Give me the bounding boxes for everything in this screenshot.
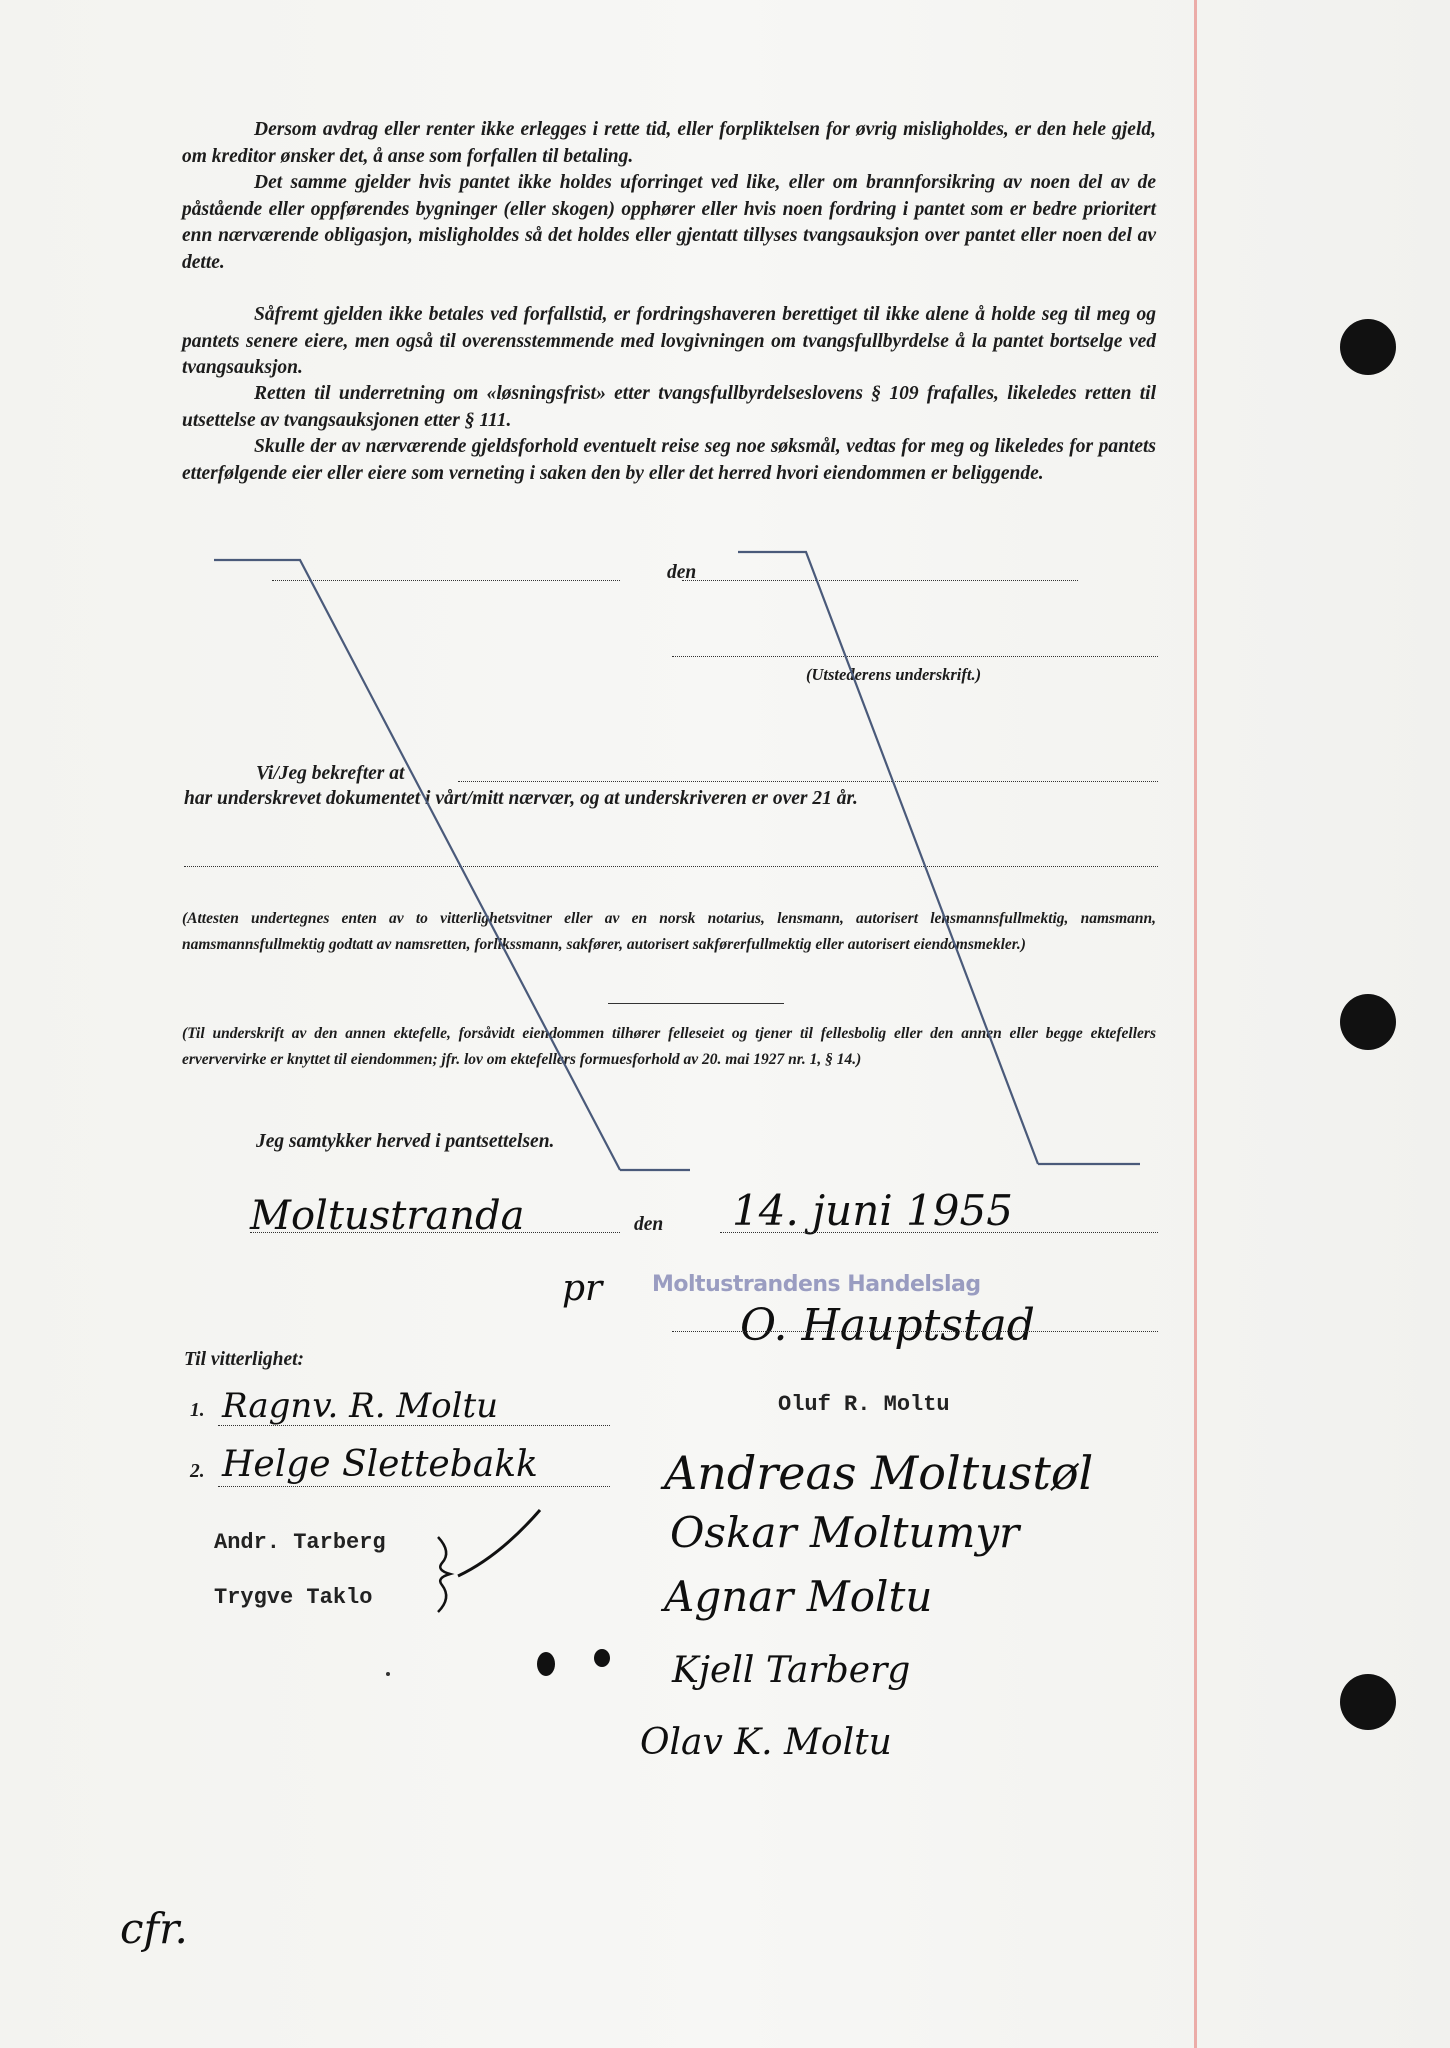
hand-signer-4: Kjell Tarberg xyxy=(672,1650,911,1691)
brace-mark xyxy=(438,1537,450,1612)
den-label-2: den xyxy=(634,1214,664,1235)
terms-paragraph-maturity: Såfremt gjelden ikke betales ved forfallstid, er fordringshaveren berettiget til ikke alene å holde seg til meg og pantets senere eiere, men også til overensstemmende med lovgivningen om tvangsfullbyrdelse å la pantet bortselge ved tvangsauksjon. xyxy=(182,304,1156,378)
terms-paragraph-default: Dersom avdrag eller renter ikke erlegges i rette tid, eller forpliktelsen for øvrig misligholdes, er den hele gjeld, om kreditor ønsker det, å anse som forfallen til betaling. xyxy=(182,119,1156,167)
witness-heading: Til vitterlighet: xyxy=(184,1349,305,1370)
den-label-1: den xyxy=(667,562,697,583)
cancel-stroke-left xyxy=(214,560,620,1170)
witness-confirm-text: har underskrevet dokumentet i vårt/mitt nærvær, og at underskriveren er over 21 år. xyxy=(184,788,858,809)
company-signature: O. Hauptstad xyxy=(740,1300,1035,1351)
witness-signature-2: Helge Slettebakk xyxy=(222,1444,538,1485)
attest-note: (Attesten undertegnes enten av to vitterlighetsvitner eller av en norsk notarius, lensmann, autorisert lensmannsfullmektig, namsmann, namsmannsfullmektig godtatt av namsretten, forlikssmann, sakfører, autorisert sakførerfullmektig eller autorisert eiendomsmekler.) xyxy=(182,910,1156,953)
ink-blot-2 xyxy=(594,1649,610,1667)
margin-note: cfr. xyxy=(120,1904,188,1953)
witness-number-1: 1. xyxy=(190,1400,205,1421)
ink-speck xyxy=(386,1672,390,1676)
spouse-note: (Til underskrift av den annen ektefelle, forsåvidt eiendommen tilhører felleseiet og tjener til fellesbolig eller den annen eller begge ektefellers erververvirke er knyttet til eiendommen; jfr. lov om ektefellers formuesforhold av 20. mai 1927 nr. 1, § 14.) xyxy=(182,1025,1156,1068)
terms-paragraph-venue: Skulle der av nærværende gjeldsforhold eventuelt reise seg noe søksmål, vedtas for meg og likeledes for pantets etterfølgende eier eller eiere som verneting i saken den by eller det herred hvori eiendommen er beliggende. xyxy=(182,436,1156,484)
handwritten-place: Moltustranda xyxy=(250,1193,525,1239)
cancel-stroke-right xyxy=(738,552,1038,1164)
cancellation-strokes xyxy=(214,552,1140,1170)
witness-confirm-label: Vi/Jeg bekrefter at xyxy=(256,763,405,784)
typed-signer-main: Oluf R. Moltu xyxy=(778,1392,950,1417)
terms-paragraph-insurance: Det samme gjelder hvis pantet ikke holdes uforringet ved like, eller om brannforsikring av noen del av de påstående eller oppførendes bygninger (eller skogen) opphører eller hvis noen fordring i pantet som er bedre prioritert enn nærværende obligasjon, misligholdes så det holdes eller gjentatt tillyses tvangsauksjon over pantet eller noen del av dette. xyxy=(182,172,1156,273)
handwritten-pr: pr xyxy=(562,1268,603,1309)
hand-signer-2: Oskar Moltumyr xyxy=(670,1508,1020,1557)
consent-statement: Jeg samtykker herved i pantsettelsen. xyxy=(256,1131,555,1152)
company-stamp: Moltustrandens Handelslag xyxy=(652,1272,981,1297)
typed-signer-left-2: Trygve Taklo xyxy=(214,1585,373,1610)
terms-paragraph-redemption: Retten til underretning om «løsningsfrist» etter tvangsfullbyrdelseslovens § 109 frafalles, likeledes retten til utsettelse av tvangsauksjonen etter § 111. xyxy=(182,383,1156,431)
hand-signer-5: Olav K. Moltu xyxy=(640,1722,892,1763)
witness-number-2: 2. xyxy=(190,1461,205,1482)
witness-signature-1: Ragnv. R. Moltu xyxy=(222,1386,499,1426)
issuer-signature-caption: (Utstederens underskrift.) xyxy=(806,665,982,684)
hand-signer-1: Andreas Moltustøl xyxy=(664,1446,1094,1500)
ink-blot-1 xyxy=(537,1652,555,1676)
typed-signer-left-1: Andr. Tarberg xyxy=(214,1530,386,1555)
hand-signer-3: Agnar Moltu xyxy=(664,1572,933,1621)
brace-ink-stroke xyxy=(458,1510,540,1576)
handwritten-date: 14. juni 1955 xyxy=(732,1186,1013,1235)
